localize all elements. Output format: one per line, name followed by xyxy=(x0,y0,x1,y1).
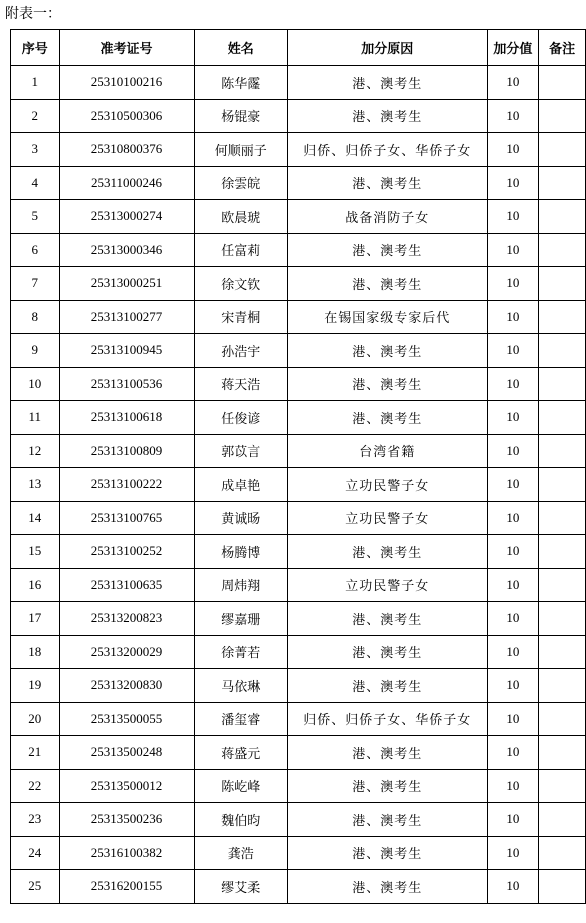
table-row xyxy=(11,736,586,770)
cell-name: 徐文钦 xyxy=(194,267,287,301)
table-row xyxy=(11,367,586,401)
cell-bonus-score: 10 xyxy=(487,267,539,301)
cell-bonus-reason: 归侨、归侨子女、华侨子女 xyxy=(287,133,487,167)
cell-bonus-score: 10 xyxy=(487,133,539,167)
cell-remarks xyxy=(539,836,586,870)
cell-bonus-reason: 台湾省籍 xyxy=(287,434,487,468)
cell-name: 杨腾博 xyxy=(194,535,287,569)
cell-exam-id: 25313500012 xyxy=(59,769,194,803)
cell-remarks xyxy=(539,736,586,770)
cell-name: 缪嘉珊 xyxy=(194,602,287,636)
header-exam-id: 准考证号 xyxy=(59,30,194,66)
cell-bonus-reason: 港、澳考生 xyxy=(287,669,487,703)
cell-name: 潘玺睿 xyxy=(194,702,287,736)
cell-bonus-score: 10 xyxy=(487,535,539,569)
table-row xyxy=(11,300,586,334)
cell-exam-id: 25313100765 xyxy=(59,501,194,535)
cell-serial-number: 10 xyxy=(11,367,60,401)
cell-bonus-score: 10 xyxy=(487,434,539,468)
bonus-score-table xyxy=(10,29,586,904)
cell-bonus-reason: 港、澳考生 xyxy=(287,836,487,870)
cell-bonus-score: 10 xyxy=(487,367,539,401)
cell-bonus-score: 10 xyxy=(487,501,539,535)
cell-bonus-score: 10 xyxy=(487,233,539,267)
cell-bonus-reason: 港、澳考生 xyxy=(287,367,487,401)
cell-remarks xyxy=(539,300,586,334)
cell-remarks xyxy=(539,635,586,669)
cell-exam-id: 25310800376 xyxy=(59,133,194,167)
cell-name: 缪艾柔 xyxy=(194,870,287,904)
cell-bonus-reason: 港、澳考生 xyxy=(287,166,487,200)
cell-serial-number: 12 xyxy=(11,434,60,468)
cell-exam-id: 25313200823 xyxy=(59,602,194,636)
cell-name: 黄诚旸 xyxy=(194,501,287,535)
cell-exam-id: 25313200029 xyxy=(59,635,194,669)
cell-bonus-score: 10 xyxy=(487,166,539,200)
cell-serial-number: 23 xyxy=(11,803,60,837)
cell-bonus-reason: 立功民警子女 xyxy=(287,568,487,602)
cell-remarks xyxy=(539,66,586,100)
cell-remarks xyxy=(539,267,586,301)
cell-remarks xyxy=(539,233,586,267)
header-bonus-reason: 加分原因 xyxy=(287,30,487,66)
cell-bonus-score: 10 xyxy=(487,736,539,770)
cell-serial-number: 18 xyxy=(11,635,60,669)
cell-serial-number: 3 xyxy=(11,133,60,167)
cell-exam-id: 25313100536 xyxy=(59,367,194,401)
cell-exam-id: 25313000251 xyxy=(59,267,194,301)
table-row xyxy=(11,401,586,435)
cell-bonus-score: 10 xyxy=(487,468,539,502)
cell-serial-number: 4 xyxy=(11,166,60,200)
cell-serial-number: 6 xyxy=(11,233,60,267)
cell-remarks xyxy=(539,702,586,736)
cell-exam-id: 25316200155 xyxy=(59,870,194,904)
cell-bonus-score: 10 xyxy=(487,99,539,133)
cell-bonus-reason: 港、澳考生 xyxy=(287,803,487,837)
cell-remarks xyxy=(539,367,586,401)
cell-bonus-score: 10 xyxy=(487,803,539,837)
table-body xyxy=(11,66,586,904)
cell-bonus-score: 10 xyxy=(487,702,539,736)
cell-serial-number: 24 xyxy=(11,836,60,870)
table-row xyxy=(11,870,586,904)
cell-exam-id: 25316100382 xyxy=(59,836,194,870)
table-row xyxy=(11,334,586,368)
cell-remarks xyxy=(539,133,586,167)
table-row xyxy=(11,602,586,636)
cell-serial-number: 25 xyxy=(11,870,60,904)
cell-remarks xyxy=(539,803,586,837)
cell-name: 欧晨琥 xyxy=(194,200,287,234)
table-row xyxy=(11,803,586,837)
cell-bonus-reason: 港、澳考生 xyxy=(287,635,487,669)
cell-exam-id: 25313100809 xyxy=(59,434,194,468)
cell-bonus-reason: 港、澳考生 xyxy=(287,334,487,368)
cell-name: 龚浩 xyxy=(194,836,287,870)
cell-bonus-score: 10 xyxy=(487,836,539,870)
table-row xyxy=(11,769,586,803)
cell-name: 马依琳 xyxy=(194,669,287,703)
cell-serial-number: 20 xyxy=(11,702,60,736)
table-row xyxy=(11,200,586,234)
cell-bonus-reason: 港、澳考生 xyxy=(287,267,487,301)
cell-bonus-score: 10 xyxy=(487,568,539,602)
header-remarks: 备注 xyxy=(539,30,586,66)
cell-serial-number: 5 xyxy=(11,200,60,234)
cell-bonus-score: 10 xyxy=(487,870,539,904)
cell-bonus-reason: 港、澳考生 xyxy=(287,233,487,267)
cell-serial-number: 19 xyxy=(11,669,60,703)
table-row xyxy=(11,166,586,200)
cell-name: 任富莉 xyxy=(194,233,287,267)
cell-name: 任俊谚 xyxy=(194,401,287,435)
cell-exam-id: 25313200830 xyxy=(59,669,194,703)
table-row xyxy=(11,468,586,502)
cell-serial-number: 7 xyxy=(11,267,60,301)
cell-name: 蒋盛元 xyxy=(194,736,287,770)
cell-name: 何顺丽子 xyxy=(194,133,287,167)
cell-bonus-reason: 战备消防子女 xyxy=(287,200,487,234)
cell-serial-number: 9 xyxy=(11,334,60,368)
cell-remarks xyxy=(539,568,586,602)
table-row xyxy=(11,702,586,736)
cell-exam-id: 25313000274 xyxy=(59,200,194,234)
header-serial-number: 序号 xyxy=(11,30,60,66)
cell-bonus-score: 10 xyxy=(487,769,539,803)
appendix-title: 附表一： xyxy=(5,6,61,22)
cell-name: 周炜翔 xyxy=(194,568,287,602)
cell-serial-number: 22 xyxy=(11,769,60,803)
cell-remarks xyxy=(539,401,586,435)
table-row xyxy=(11,99,586,133)
cell-name: 徐雲皖 xyxy=(194,166,287,200)
cell-exam-id: 25313100222 xyxy=(59,468,194,502)
cell-bonus-score: 10 xyxy=(487,334,539,368)
cell-remarks xyxy=(539,99,586,133)
table-row xyxy=(11,635,586,669)
cell-name: 陈屹峰 xyxy=(194,769,287,803)
cell-exam-id: 25313500248 xyxy=(59,736,194,770)
cell-bonus-reason: 港、澳考生 xyxy=(287,401,487,435)
table-row xyxy=(11,233,586,267)
cell-exam-id: 25313100252 xyxy=(59,535,194,569)
table-header-row xyxy=(11,30,586,66)
cell-serial-number: 11 xyxy=(11,401,60,435)
cell-bonus-score: 10 xyxy=(487,669,539,703)
cell-bonus-reason: 港、澳考生 xyxy=(287,602,487,636)
cell-name: 孙浩宇 xyxy=(194,334,287,368)
cell-exam-id: 25313500055 xyxy=(59,702,194,736)
cell-serial-number: 15 xyxy=(11,535,60,569)
cell-serial-number: 14 xyxy=(11,501,60,535)
table-row xyxy=(11,669,586,703)
table-row xyxy=(11,434,586,468)
cell-exam-id: 25310500306 xyxy=(59,99,194,133)
cell-bonus-reason: 港、澳考生 xyxy=(287,66,487,100)
cell-remarks xyxy=(539,501,586,535)
cell-exam-id: 25313500236 xyxy=(59,803,194,837)
cell-bonus-score: 10 xyxy=(487,635,539,669)
cell-bonus-reason: 港、澳考生 xyxy=(287,870,487,904)
cell-bonus-reason: 港、澳考生 xyxy=(287,99,487,133)
cell-bonus-reason: 立功民警子女 xyxy=(287,468,487,502)
cell-remarks xyxy=(539,166,586,200)
cell-remarks xyxy=(539,535,586,569)
cell-exam-id: 25313100618 xyxy=(59,401,194,435)
cell-serial-number: 13 xyxy=(11,468,60,502)
cell-bonus-reason: 立功民警子女 xyxy=(287,501,487,535)
cell-remarks xyxy=(539,200,586,234)
table-row xyxy=(11,836,586,870)
header-bonus-score: 加分值 xyxy=(487,30,539,66)
cell-exam-id: 25313000346 xyxy=(59,233,194,267)
cell-serial-number: 1 xyxy=(11,66,60,100)
cell-remarks xyxy=(539,769,586,803)
cell-name: 成卓艳 xyxy=(194,468,287,502)
cell-serial-number: 17 xyxy=(11,602,60,636)
cell-bonus-score: 10 xyxy=(487,300,539,334)
cell-bonus-score: 10 xyxy=(487,401,539,435)
cell-exam-id: 25313100277 xyxy=(59,300,194,334)
cell-remarks xyxy=(539,468,586,502)
cell-name: 蒋天浩 xyxy=(194,367,287,401)
cell-bonus-reason: 港、澳考生 xyxy=(287,535,487,569)
table-row xyxy=(11,501,586,535)
cell-name: 徐菁若 xyxy=(194,635,287,669)
cell-bonus-reason: 归侨、归侨子女、华侨子女 xyxy=(287,702,487,736)
table-row xyxy=(11,568,586,602)
cell-bonus-score: 10 xyxy=(487,66,539,100)
cell-serial-number: 2 xyxy=(11,99,60,133)
table-row xyxy=(11,66,586,100)
cell-serial-number: 21 xyxy=(11,736,60,770)
cell-remarks xyxy=(539,334,586,368)
cell-name: 郭苡言 xyxy=(194,434,287,468)
cell-bonus-reason: 港、澳考生 xyxy=(287,769,487,803)
header-name: 姓名 xyxy=(194,30,287,66)
cell-name: 陈华霳 xyxy=(194,66,287,100)
cell-bonus-reason: 在锡国家级专家后代 xyxy=(287,300,487,334)
cell-exam-id: 25311000246 xyxy=(59,166,194,200)
cell-remarks xyxy=(539,434,586,468)
cell-serial-number: 16 xyxy=(11,568,60,602)
cell-exam-id: 25313100635 xyxy=(59,568,194,602)
cell-exam-id: 25310100216 xyxy=(59,66,194,100)
cell-remarks xyxy=(539,870,586,904)
cell-remarks xyxy=(539,602,586,636)
cell-bonus-score: 10 xyxy=(487,200,539,234)
cell-remarks xyxy=(539,669,586,703)
cell-bonus-reason: 港、澳考生 xyxy=(287,736,487,770)
table-row xyxy=(11,535,586,569)
cell-bonus-score: 10 xyxy=(487,602,539,636)
cell-name: 宋青桐 xyxy=(194,300,287,334)
cell-exam-id: 25313100945 xyxy=(59,334,194,368)
table-row xyxy=(11,267,586,301)
cell-name: 杨锟豪 xyxy=(194,99,287,133)
cell-serial-number: 8 xyxy=(11,300,60,334)
cell-name: 魏伯昀 xyxy=(194,803,287,837)
table-row xyxy=(11,133,586,167)
